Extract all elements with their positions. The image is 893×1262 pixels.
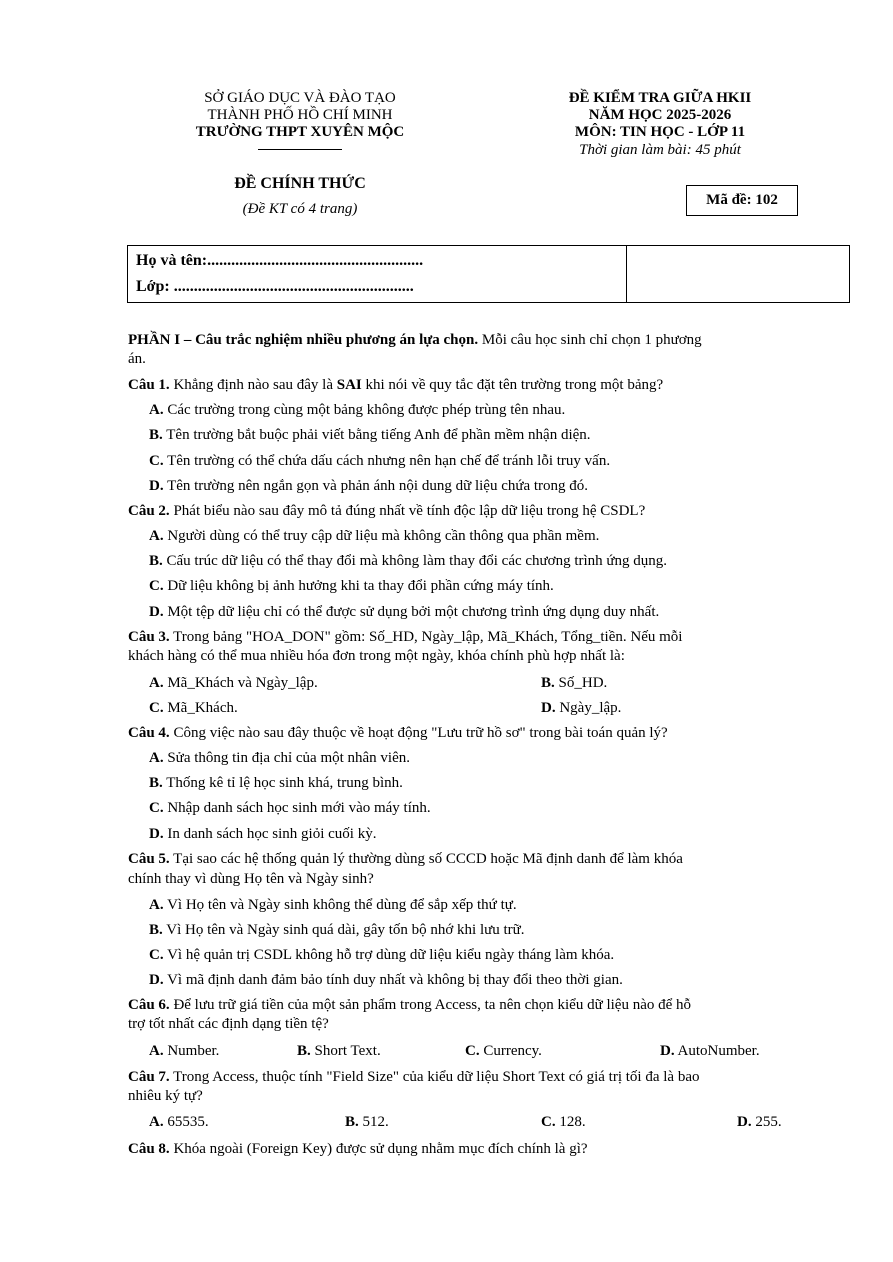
option-key: C. — [149, 947, 164, 963]
question-8 — [128, 1140, 818, 1158]
exam-code-box — [686, 185, 798, 216]
option-text: In danh sách học sinh giỏi cuối kỳ. — [163, 826, 377, 842]
option[interactable] — [541, 674, 607, 692]
option-key: D. — [737, 1114, 752, 1130]
question-text: Để lưu trữ giá tiền của một sản phẩm trong Access, ta nên chọn kiểu dữ liệu nào để hỗ — [169, 997, 692, 1013]
question-text-cont: chính thay vì dùng Họ tên và Ngày sinh? — [128, 871, 374, 887]
question-text-cont: khách hàng có thể mua nhiều hóa đơn trong một ngày, khóa chính phù hợp nhất là: — [128, 648, 625, 664]
option[interactable] — [149, 1113, 209, 1131]
option[interactable] — [660, 1042, 760, 1060]
option[interactable] — [149, 674, 318, 692]
option[interactable] — [149, 603, 817, 621]
option-text: Số_HD. — [554, 675, 608, 691]
option-text: Vì mã định danh đảm bảo tính duy nhất và không bị thay đổi theo thời gian. — [163, 972, 623, 988]
option[interactable] — [541, 1113, 586, 1131]
question-text: Khóa ngoài (Foreign Key) được sử dụng nhằm mục đích chính là gì? — [169, 1141, 588, 1157]
option[interactable] — [149, 896, 817, 914]
option-key: B. — [345, 1114, 359, 1130]
option-key: D. — [149, 604, 164, 620]
option[interactable] — [149, 552, 817, 570]
option-text: Mã_Khách. — [163, 700, 238, 716]
option-key: A. — [149, 1114, 164, 1130]
option[interactable] — [149, 527, 817, 545]
option-text: Một tệp dữ liệu chỉ có thể được sử dụng bởi một chương trình ứng dụng duy nhất. — [163, 604, 660, 620]
part1-heading — [128, 331, 818, 349]
option-key: D. — [660, 1043, 675, 1059]
option[interactable] — [465, 1042, 542, 1060]
option-text: Vì Họ tên và Ngày sinh không thể dùng để sắp xếp thứ tự. — [163, 897, 517, 913]
option-key: D. — [149, 972, 164, 988]
name-row — [136, 251, 423, 271]
school-name: TRƯỜNG THPT XUYÊN MỘC — [195, 124, 405, 140]
option[interactable] — [541, 699, 621, 717]
option-text: Nhập danh sách học sinh mới vào máy tính. — [163, 800, 431, 816]
option-key: D. — [541, 700, 556, 716]
department-line-1: SỞ GIÁO DỤC VÀ ĐÀO TẠO — [204, 90, 396, 106]
option[interactable] — [149, 452, 817, 470]
option[interactable] — [149, 749, 817, 767]
option-text: Sửa thông tin địa chỉ của một nhân viên. — [163, 750, 411, 766]
school-year: NĂM HỌC 2025-2026 — [588, 107, 732, 123]
option-key: A. — [149, 528, 164, 544]
question-label: Câu 5. — [128, 851, 170, 867]
question-text: Trong Access, thuộc tính "Field Size" của kiểu dữ liệu Short Text có giá trị tối đa là bao — [169, 1069, 700, 1085]
option-text: Cấu trúc dữ liệu có thể thay đổi mà không làm thay đổi các chương trình ứng dụng. — [162, 553, 668, 569]
exam-code: Mã đề: 102 — [706, 192, 778, 208]
school-underline — [258, 149, 342, 150]
option[interactable] — [149, 971, 817, 989]
part1-instruction: Mỗi câu học sinh chỉ chọn 1 phương — [478, 332, 702, 348]
option-text: Vì Họ tên và Ngày sinh quá dài, gây tốn bộ nhớ khi lưu trữ. — [162, 922, 525, 938]
question-label: Câu 4. — [128, 725, 170, 741]
question-text-cont: trợ tốt nhất các định dạng tiền tệ? — [128, 1016, 329, 1032]
name-field[interactable]: ...................................................... — [207, 252, 424, 269]
question-text: Tại sao các hệ thống quản lý thường dùng số CCCD hoặc Mã định danh để làm khóa — [169, 851, 683, 867]
question-6 — [128, 996, 818, 1014]
class-field[interactable]: ............................................................ — [173, 278, 414, 295]
option-key: B. — [149, 775, 163, 791]
question-label: Câu 7. — [128, 1069, 170, 1085]
option[interactable] — [149, 699, 238, 717]
option[interactable] — [149, 1042, 219, 1060]
option[interactable] — [149, 401, 817, 419]
name-label: Họ và tên: — [136, 252, 208, 269]
class-label: Lớp: — [136, 278, 170, 295]
question-label: Câu 3. — [128, 629, 170, 645]
option-text: 512. — [358, 1114, 389, 1130]
option-text: Vì hệ quản trị CSDL không hỗ trợ dùng dữ liệu kiểu ngày tháng làm khóa. — [163, 947, 615, 963]
option[interactable] — [149, 946, 817, 964]
part1-instruction-cont: án. — [128, 351, 146, 367]
option-text: Mã_Khách và Ngày_lập. — [163, 675, 318, 691]
option-text: Tên trường bắt buộc phải viết bằng tiếng Anh để phần mềm nhận diện. — [162, 427, 591, 443]
exam-title: ĐỀ KIỂM TRA GIỮA HKII — [568, 90, 752, 106]
option-key: A. — [149, 675, 164, 691]
option-key: C. — [149, 800, 164, 816]
header-right — [510, 88, 810, 160]
student-info-table — [127, 245, 850, 303]
question-text: Khẳng định nào sau đây là — [169, 377, 337, 393]
question-4 — [128, 724, 818, 742]
option-text: Dữ liệu không bị ảnh hưởng khi ta thay đổi phần cứng máy tính. — [163, 578, 554, 594]
option-key: B. — [541, 675, 555, 691]
question-1 — [128, 376, 818, 394]
option-key: D. — [149, 478, 164, 494]
pages-note: (Đề KT có 4 trang) — [242, 201, 358, 217]
question-7 — [128, 1068, 818, 1086]
option-text: Người dùng có thể truy cập dữ liệu mà không cần thông qua phần mềm. — [163, 528, 600, 544]
question-text: Trong bảng "HOA_DON" gồm: Số_HD, Ngày_lập, Mã_Khách, Tổng_tiền. Nếu mỗi — [169, 629, 683, 645]
option-key: C. — [149, 700, 164, 716]
question-5 — [128, 850, 818, 868]
header-left — [150, 88, 450, 142]
option-text: Thống kê tỉ lệ học sinh khá, trung bình. — [162, 775, 403, 791]
question-label: Câu 6. — [128, 997, 170, 1013]
option-key: C. — [149, 453, 164, 469]
subject: MÔN: TIN HỌC - LỚP 11 — [574, 124, 746, 140]
question-text: Phát biểu nào sau đây mô tả đúng nhất về tính độc lập dữ liệu trong hệ CSDL? — [169, 503, 646, 519]
option-key: C. — [465, 1043, 480, 1059]
question-label: Câu 2. — [128, 503, 170, 519]
option[interactable] — [297, 1042, 381, 1060]
question-3 — [128, 628, 818, 646]
question-emphasis: SAI — [336, 377, 362, 393]
option-key: B. — [149, 922, 163, 938]
question-text: khi nói về quy tắc đặt tên trường trong một bảng? — [361, 377, 664, 393]
department-line-2: THÀNH PHỐ HỒ CHÍ MINH — [207, 107, 393, 123]
official-label: ĐỀ CHÍNH THỨC — [234, 175, 366, 192]
option-text: 65535. — [163, 1114, 209, 1130]
option-key: A. — [149, 897, 164, 913]
option-key: A. — [149, 1043, 164, 1059]
option[interactable] — [149, 825, 817, 843]
option[interactable] — [737, 1113, 782, 1131]
time-limit: Thời gian làm bài: 45 phút — [579, 142, 741, 158]
option[interactable] — [345, 1113, 389, 1131]
option[interactable] — [149, 921, 817, 939]
option-key: B. — [149, 553, 163, 569]
option-text: AutoNumber. — [674, 1043, 760, 1059]
question-text: Công việc nào sau đây thuộc về hoạt động "Lưu trữ hồ sơ" trong bài toán quản lý? — [169, 725, 668, 741]
part1-title: PHẦN I – Câu trắc nghiệm nhiều phương án lựa chọn. — [128, 332, 479, 348]
option-text: Tên trường có thể chứa dấu cách nhưng nên hạn chế để tránh lỗi truy vấn. — [163, 453, 611, 469]
option[interactable] — [149, 577, 817, 595]
option-key: B. — [149, 427, 163, 443]
option-key: A. — [149, 402, 164, 418]
option[interactable] — [149, 799, 817, 817]
option-text: Các trường trong cùng một bảng không được phép trùng tên nhau. — [163, 402, 566, 418]
option-text: Number. — [163, 1043, 220, 1059]
option-key: D. — [149, 826, 164, 842]
question-label: Câu 1. — [128, 377, 170, 393]
option-key: C. — [541, 1114, 556, 1130]
table-divider — [626, 246, 627, 302]
option-key: B. — [297, 1043, 311, 1059]
option-key: A. — [149, 750, 164, 766]
option[interactable] — [149, 477, 817, 495]
question-2 — [128, 502, 818, 520]
option-text: Ngày_lập. — [555, 700, 622, 716]
option-text: Currency. — [479, 1043, 542, 1059]
option-text: Tên trường nên ngắn gọn và phản ánh nội dung dữ liệu chứa trong đó. — [163, 478, 589, 494]
option-key: C. — [149, 578, 164, 594]
class-row — [136, 277, 414, 297]
option-text: 128. — [555, 1114, 586, 1130]
option-text: 255. — [751, 1114, 782, 1130]
option[interactable] — [149, 774, 817, 792]
question-label: Câu 8. — [128, 1141, 170, 1157]
question-text-cont: nhiêu ký tự? — [128, 1088, 203, 1104]
option[interactable] — [149, 426, 817, 444]
option-text: Short Text. — [310, 1043, 381, 1059]
